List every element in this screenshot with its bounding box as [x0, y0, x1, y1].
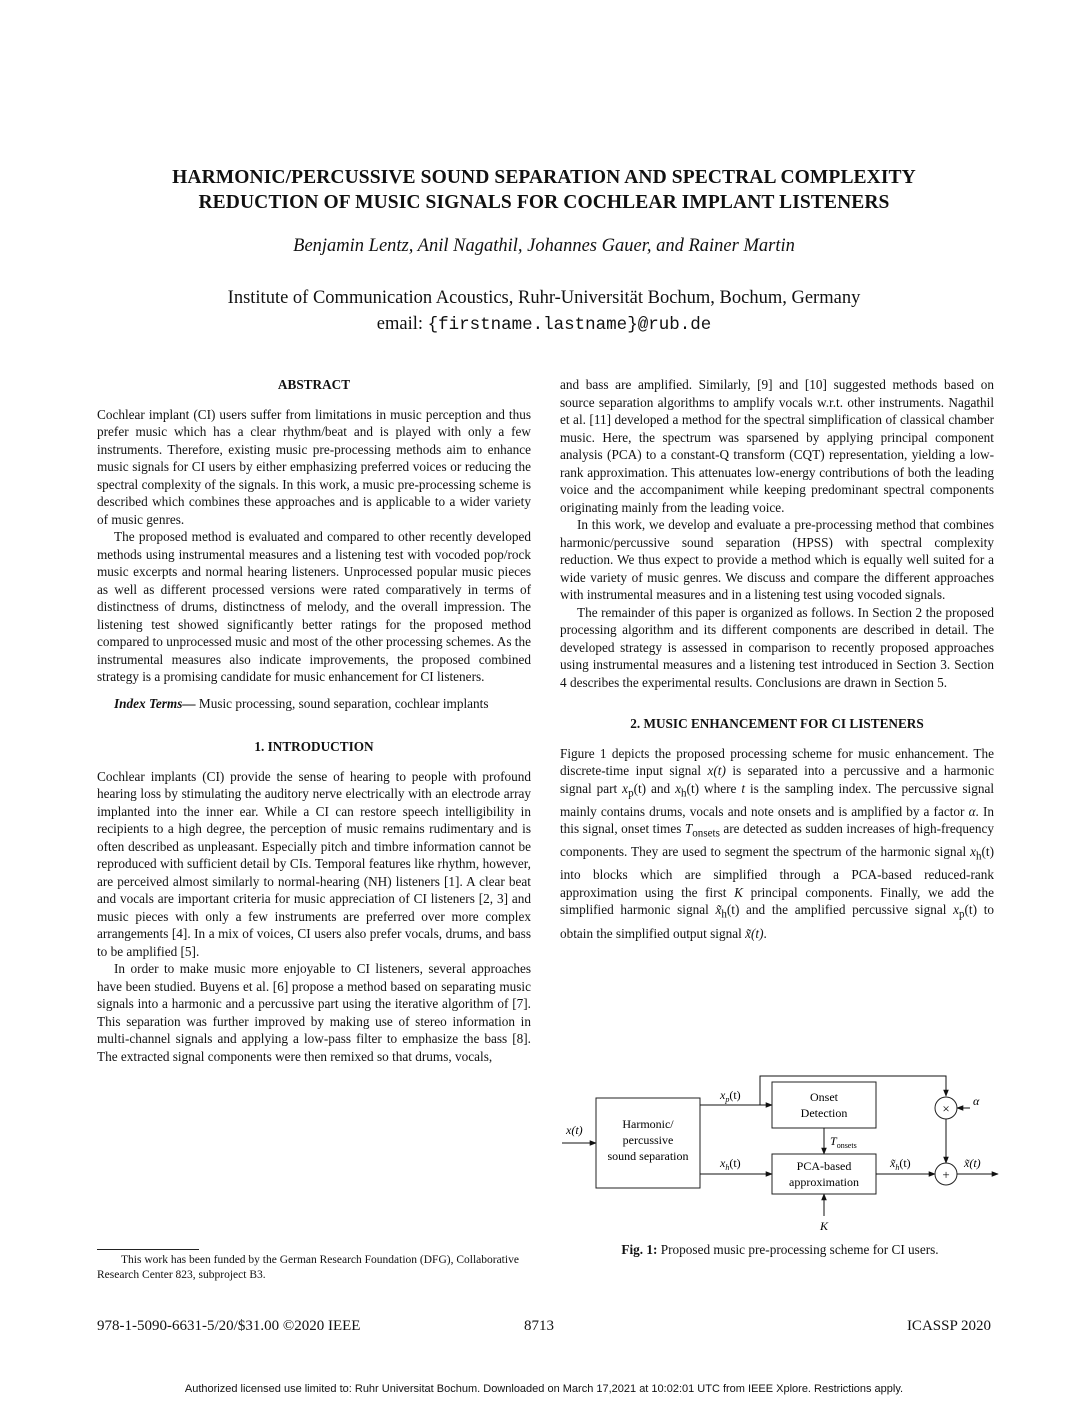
right-paragraph-3: The remainder of this paper is organized as follows. In Section 2 the proposed processing algorithm and its different components are described in detail. The developed strategy is assessed in comparison to recently proposed approaches using instrumental measures and a listening test introduced in Section 3. Section 4 describes the experimental results. Conclusions are drawn in Section 5. — [560, 604, 994, 690]
email-line — [60, 311, 1028, 338]
pca-label-1: PCA-based — [796, 1159, 852, 1173]
input-label: x(t) — [566, 1123, 583, 1137]
alpha-label: α — [973, 1094, 980, 1108]
pca-label-2: approximation — [789, 1175, 859, 1189]
intro-paragraph-1: Cochlear implants (CI) provide the sense of hearing to people with profound hearing loss by stimulating the auditory nerve electrically with an electrode array implanted into the inner ear. While a CI can restore speech intelligibility in recipients to a high degree, the perception of music remains rudimentary and is often described as unpleasant. Especially pitch and timbre information cannot be reproduced with sufficient detail by CIs. Temporal features like rhythm, however, are perceived almost similarly to normal-hearing (NH) listeners [1]. A clear beat and vocals are important criteria for music appreciation of CI listeners [2, 3] and music pieces with only a few instruments are preferred over more complex arrangements [4]. In a mix of voices, CI users also prefer vocals, drums, and bass to be amplified [5]. — [97, 768, 531, 959]
abstract-paragraph-1: Cochlear implant (CI) users suffer from limitations in music perception and thus prefer music which has a clear rhythm/beat and is played with only a few instruments. Therefore, existing music pre-processing methods aim to enhance music signals for CI users by either emphasizing preferred voices or reducing the spectral complexity of the signals. In this work, a music pre-processing scheme is described which combines these approaches and is applicable to a wider variety of music genres. — [97, 406, 531, 527]
output-label: x̃(t) — [964, 1156, 981, 1170]
figure-1-diagram — [560, 1066, 1000, 1236]
right-column — [560, 376, 994, 942]
right-paragraph-2: In this work, we develop and evaluate a pre-processing method that combines harmonic/percussive sound separation (HPSS) with spectral complexity reduction. We thus expect to provide a method which is equally well suited for a wide variety of music genres. We discuss and compare the different approaches with instrumental measures and in a listening test using vocoded signals. — [560, 517, 994, 602]
hpss-label-2: percussive — [622, 1133, 674, 1147]
license-note: Authorized licensed use limited to: Ruhr Universitat Bochum. Downloaded on March 17,2021 at 10:02:01 UTC from IEEE Xplore. Restrictions apply. — [184, 1383, 904, 1395]
paper-title — [60, 165, 1028, 215]
percussive-label: $x_p(t)$ — [720, 1088, 741, 1104]
right-paragraph-continued: and bass are amplified. Similarly, [9] and [10] suggested methods based on source separation algorithms to amplify vocals w.r.t. other instruments. Nagathil et al. [11] developed a method for the spectral simplification of classical chamber music. Here, the spectrum was sparsened by applying principal component analysis (PCA) to a constant-Q transform (CQT) representation, yielding a low-rank approximation. This attenuates low-energy contributions of both the leading voice and the accompaniment while keeping predominant spectral components originating mainly from the leading voice. — [560, 377, 994, 515]
index-terms-text: Music processing, sound separation, cochlear implants — [195, 695, 489, 711]
email-address: {firstname.lastname}@rub.de — [427, 315, 712, 335]
title-line-2: REDUCTION OF MUSIC SIGNALS FOR COCHLEAR IMPLANT LISTENERS — [198, 192, 890, 213]
footnote-rule — [97, 1249, 199, 1250]
multiply-symbol: × — [942, 1101, 950, 1116]
intro-heading: 1. INTRODUCTION — [254, 739, 374, 754]
footer-conference: ICASSP 2020 — [906, 1318, 991, 1334]
funding-footnote: This work has been funded by the German Research Foundation (DFG), Collaborative Research Center 823, subproject B3. — [97, 1254, 519, 1281]
author-list: Benjamin Lentz, Anil Nagathil, Johannes Gauer, and Rainer Martin — [293, 236, 795, 256]
index-terms — [97, 695, 531, 713]
section-2-paragraph: Figure 1 depicts the proposed processing scheme for music enhancement. The discrete-time input signal x(t) is separated into a percussive and a harmonic signal part $x_p(t)$ and $x_h(t)$ where t is the sampling index. The percussive signal mainly contains drums, vocals and note onsets and is amplified by a factor α. In this signal, onset times $T_{onsets}$ are detected as sudden increases of high-frequency components. They are used to segment the spectrum of the harmonic signal $x_h(t)$ into blocks which are simplified through a PCA-based reduced-rank approximation using the first K principal components. Finally, we add the simplified harmonic signal $x̃_h(t)$ and the amplified percussive signal $x_p(t)$ to obtain the simplified output signal x̃(t). — [560, 745, 995, 941]
abstract-paragraph-2: The proposed method is evaluated and compared to other recently developed methods using instrumental measures and a listening test with vocoded pop/rock music excerpts and normal hearing listeners. Unprocessed popular music pieces as well as different processed versions were rated comparatively in terms of distinctness of drums, distinctness of melody, and the overall impression. The listening test showed significantly better ratings for the proposed method compared to unprocessed music and most of the other processing schemes. As the instrumental measures also indicate improvements, the proposed combined strategy is a promising candidate for music enhancement for CI listeners. — [97, 529, 531, 684]
hpss-label-1: Harmonic/ — [622, 1117, 674, 1131]
figure-caption-label: Fig. 1: — [621, 1242, 658, 1257]
left-column — [97, 376, 531, 1065]
sum-symbol: + — [942, 1167, 950, 1182]
title-line-1: HARMONIC/PERCUSSIVE SOUND SEPARATION AND SPECTRAL COMPLEXITY — [172, 167, 916, 188]
simplified-harmonic-label: $x̃_h(t)$ — [890, 1156, 911, 1172]
onsets-label: $T_{onsets}$ — [830, 1134, 857, 1150]
figure-1-caption — [560, 1242, 1000, 1258]
intro-paragraph-2: In order to make music more enjoyable to CI listeners, several approaches have been studied. Buyens et al. [6] propose a method based on separating music signals into a harmonic and a percussive part using the iterative algorithm of [7]. This separation was further improved by making use of stereo information in multi-channel signals and applying a low-pass filter to emphasize the bass [8]. The extracted signal components were then remixed so that drums, vocals, — [97, 961, 531, 1064]
onset-block — [772, 1082, 876, 1128]
k-label: K — [820, 1219, 829, 1233]
affiliation-block — [60, 285, 1028, 338]
onset-label-1: Onset — [810, 1090, 838, 1104]
email-prefix: email: — [376, 314, 428, 334]
footer-page-number: 8713 — [524, 1318, 554, 1334]
harmonic-label: $x_h(t)$ — [720, 1156, 741, 1172]
footer-isbn: 978-1-5090-6631-5/20/$31.00 ©2020 IEEE — [97, 1318, 361, 1334]
hpss-label-3: sound separation — [607, 1149, 689, 1163]
figure-caption-text: Proposed music pre-processing scheme for CI users. — [657, 1242, 939, 1257]
affiliation: Institute of Communication Acoustics, Ruhr-Universität Bochum, Bochum, Germany — [227, 288, 861, 308]
onset-label-2: Detection — [800, 1106, 848, 1120]
index-terms-label: Index Terms— — [114, 695, 196, 711]
abstract-heading: ABSTRACT — [277, 377, 351, 392]
section-2-heading: 2. MUSIC ENHANCEMENT FOR CI LISTENERS — [630, 716, 924, 731]
